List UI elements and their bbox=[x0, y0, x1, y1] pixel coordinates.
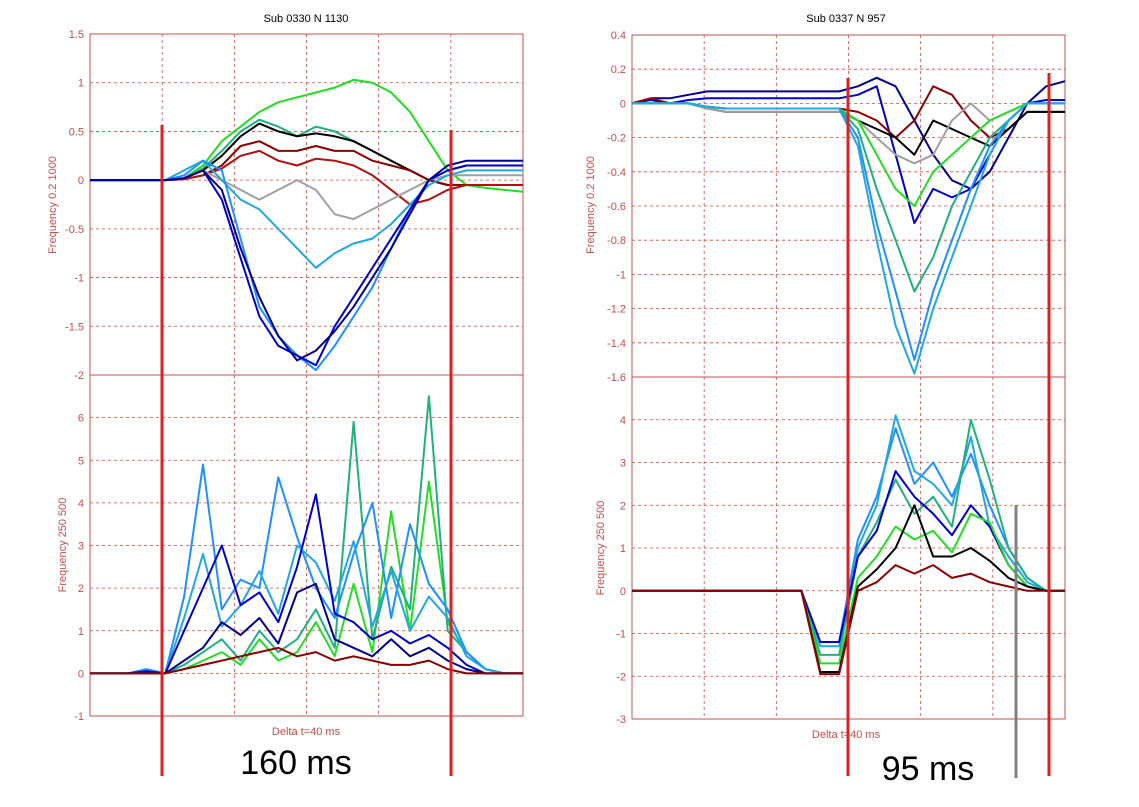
right-bottom-ylabel: Frequency 250 500 bbox=[595, 500, 607, 596]
y-tick-label: 0 bbox=[77, 668, 84, 681]
left-bottom-ylabel: Frequency 250 500 bbox=[57, 497, 69, 593]
y-tick-label: -0.6 bbox=[607, 201, 626, 213]
y-tick-label: -1.6 bbox=[607, 372, 626, 384]
left-xlabel: Delta t=40 ms bbox=[271, 726, 341, 738]
y-tick-label: 3 bbox=[77, 540, 84, 553]
y-tick-label: 2 bbox=[77, 583, 84, 596]
y-tick-label: -1 bbox=[74, 711, 84, 723]
y-tick-label: -3 bbox=[616, 714, 626, 726]
y-tick-label: 2 bbox=[619, 500, 626, 513]
y-tick-label: 0 bbox=[77, 175, 84, 188]
y-tick-label: 4 bbox=[77, 497, 84, 510]
y-tick-label: -1 bbox=[616, 628, 626, 641]
y-tick-label: 1 bbox=[77, 77, 84, 90]
right-xlabel: Delta t=40 ms bbox=[811, 729, 881, 741]
y-tick-label: -2 bbox=[616, 671, 626, 684]
y-tick-label: 5 bbox=[77, 455, 84, 468]
y-tick-label: 1.5 bbox=[68, 29, 84, 41]
right-chart-title: Sub 0337 N 957 bbox=[806, 13, 886, 25]
y-tick-label: -1 bbox=[616, 269, 626, 282]
left-chart-title: Sub 0330 N 1130 bbox=[263, 13, 349, 25]
left-duration-label: 160 ms bbox=[240, 744, 352, 782]
y-tick-label: 4 bbox=[619, 414, 626, 427]
y-tick-label: -1.4 bbox=[607, 337, 626, 350]
right-top-ylabel: Frequency 0.2 1000 bbox=[585, 156, 597, 254]
y-tick-label: 3 bbox=[619, 457, 626, 470]
y-tick-label: -0.4 bbox=[607, 166, 626, 179]
y-tick-label: -2 bbox=[74, 370, 84, 382]
y-tick-label: 6 bbox=[77, 412, 84, 425]
y-tick-label: -1.5 bbox=[65, 321, 84, 334]
y-tick-label: 1 bbox=[619, 543, 626, 555]
y-tick-label: 1 bbox=[77, 625, 84, 638]
right-duration-label: 95 ms bbox=[881, 750, 975, 788]
y-tick-label: -0.5 bbox=[65, 223, 84, 236]
y-tick-label: -1.2 bbox=[607, 303, 626, 316]
y-tick-label: 0.2 bbox=[610, 64, 626, 77]
y-tick-label: -0.8 bbox=[607, 235, 626, 248]
y-tick-label: 0.4 bbox=[610, 30, 626, 42]
y-tick-label: 0 bbox=[619, 585, 626, 598]
y-tick-label: 0.5 bbox=[68, 126, 84, 139]
y-tick-label: -0.2 bbox=[607, 132, 626, 145]
left-top-ylabel: Frequency 0.2 1000 bbox=[47, 156, 59, 254]
series-line-1-0 bbox=[90, 482, 523, 674]
y-tick-label: 0 bbox=[619, 98, 626, 111]
y-tick-label: -1 bbox=[74, 272, 84, 285]
